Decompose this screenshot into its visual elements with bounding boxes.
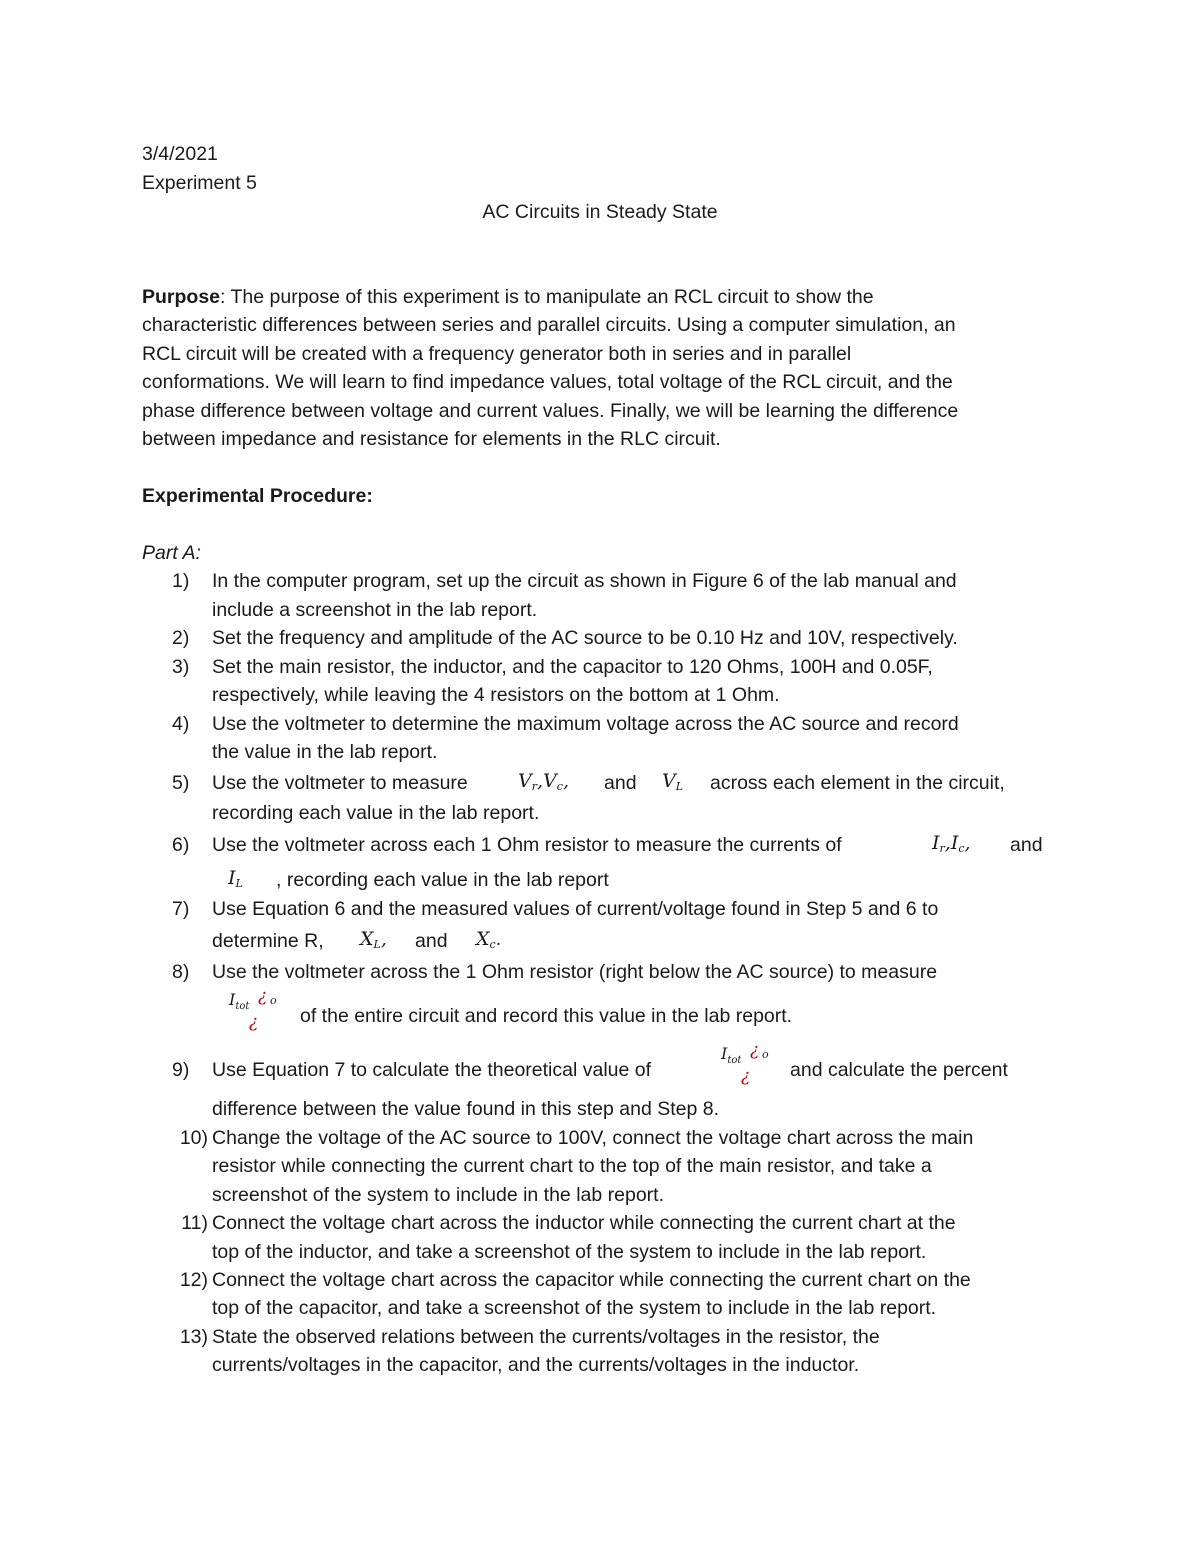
purpose-line-3: RCL circuit will be created with a frequency generator both in series and in parallel: [142, 343, 852, 365]
procedure-heading: Experimental Procedure:: [142, 485, 373, 507]
step-number: 10): [179, 1127, 208, 1149]
step-3-text-cont: respectively, while leaving the 4 resistors on the bottom at 1 Ohm.: [212, 684, 780, 706]
math-vr-vc: $V_r,V_c$,: [518, 770, 569, 793]
purpose-line-1: Purpose: The purpose of this experiment is to manipulate an RCL circuit to show the: [142, 286, 874, 308]
step-number: 1): [172, 570, 190, 592]
step-12-text: Connect the voltage chart across the capacitor while connecting the current chart on the: [212, 1269, 971, 1291]
step-number: 8): [172, 961, 190, 983]
step-8-text-cont: of the entire circuit and record this value in the lab report.: [300, 1005, 793, 1027]
step-4-text-cont: the value in the lab report.: [212, 741, 438, 763]
step-6-and: and: [1010, 834, 1043, 856]
math-itot-theoretical: $I_{tot}$ ¿ o ¿: [721, 1040, 769, 1086]
math-itot: $I_{tot}$ ¿ o ¿: [229, 986, 277, 1032]
math-vl: $V_L$: [662, 770, 684, 793]
purpose-line-4: conformations. We will learn to find impedance values, total voltage of the RCL circuit, and the: [142, 371, 953, 393]
math-ir-ic: $I_r,I_c$,: [932, 832, 971, 855]
step-number: 2): [172, 627, 190, 649]
step-number: 9): [172, 1059, 190, 1081]
step-11-text-cont: top of the inductor, and take a screenshot of the system to include in the lab report.: [212, 1241, 927, 1263]
experiment-number: Experiment 5: [142, 172, 257, 194]
step-11-text: Connect the voltage chart across the inductor while connecting the current chart at the: [212, 1212, 956, 1234]
purpose-line-5: phase difference between voltage and current values. Finally, we will be learning the difference: [142, 400, 959, 422]
step-2-text: Set the frequency and amplitude of the AC source to be 0.10 Hz and 10V, respectively.: [212, 627, 958, 649]
step-8-text: Use the voltmeter across the 1 Ohm resistor (right below the AC source) to measure: [212, 961, 938, 983]
step-number: 7): [172, 898, 190, 920]
step-5-text: Use the voltmeter to measure: [212, 772, 468, 794]
step-12-text-cont: top of the capacitor, and take a screenshot of the system to include in the lab report.: [212, 1297, 937, 1319]
step-number: 13): [179, 1326, 208, 1348]
step-10-text-cont: resistor while connecting the current chart to the top of the main resistor, and take a: [212, 1155, 932, 1177]
document-title: AC Circuits in Steady State: [482, 201, 718, 223]
step-number: 6): [172, 834, 190, 856]
step-1-text-cont: include a screenshot in the lab report.: [212, 599, 538, 621]
step-13-text-cont: currents/voltages in the capacitor, and the currents/voltages in the inductor.: [212, 1354, 860, 1376]
purpose-line-6: between impedance and resistance for elements in the RLC circuit.: [142, 428, 721, 450]
step-number: 5): [172, 772, 190, 794]
step-7-text-cont: determine R,: [212, 930, 324, 952]
step-4-text: Use the voltmeter to determine the maximum voltage across the AC source and record: [212, 713, 959, 735]
purpose-label: Purpose: [142, 286, 221, 308]
step-5-and: and: [604, 772, 637, 794]
step-10-text: Change the voltage of the AC source to 100V, connect the voltage chart across the main: [212, 1127, 974, 1149]
step-6-text: Use the voltmeter across each 1 Ohm resistor to measure the currents of: [212, 834, 842, 856]
step-number: 4): [172, 713, 190, 735]
math-il: $I_L$: [228, 867, 243, 890]
step-6-text-cont: , recording each value in the lab report: [276, 869, 609, 891]
step-13-text: State the observed relations between the currents/voltages in the resistor, the: [212, 1326, 880, 1348]
step-7-and: and: [415, 930, 448, 952]
step-9-text-end: and calculate the percent: [790, 1059, 1008, 1081]
step-5-text-cont: recording each value in the lab report.: [212, 802, 540, 824]
part-a-label: Part A:: [142, 542, 201, 564]
step-9-text: Use Equation 7 to calculate the theoretical value of: [212, 1059, 652, 1081]
step-10-text-cont-2: screenshot of the system to include in the lab report.: [212, 1184, 664, 1206]
step-number: 3): [172, 656, 190, 678]
math-xl: $X_L$,: [360, 928, 387, 951]
step-3-text: Set the main resistor, the inductor, and the capacitor to 120 Ohms, 100H and 0.05F,: [212, 656, 933, 678]
step-9-text-cont: difference between the value found in this step and Step 8.: [212, 1098, 719, 1120]
math-xc: $X_c$.: [476, 928, 502, 951]
purpose-line-2: characteristic differences between series and parallel circuits. Using a computer simulation, an: [142, 314, 956, 336]
date: 3/4/2021: [142, 143, 218, 165]
step-1-text: In the computer program, set up the circuit as shown in Figure 6 of the lab manual and: [212, 570, 957, 592]
step-7-text: Use Equation 6 and the measured values of current/voltage found in Step 5 and 6 to: [212, 898, 939, 920]
step-number: 12): [179, 1269, 208, 1291]
step-5-text-end: across each element in the circuit,: [710, 772, 1005, 794]
step-number: 11): [181, 1212, 208, 1234]
